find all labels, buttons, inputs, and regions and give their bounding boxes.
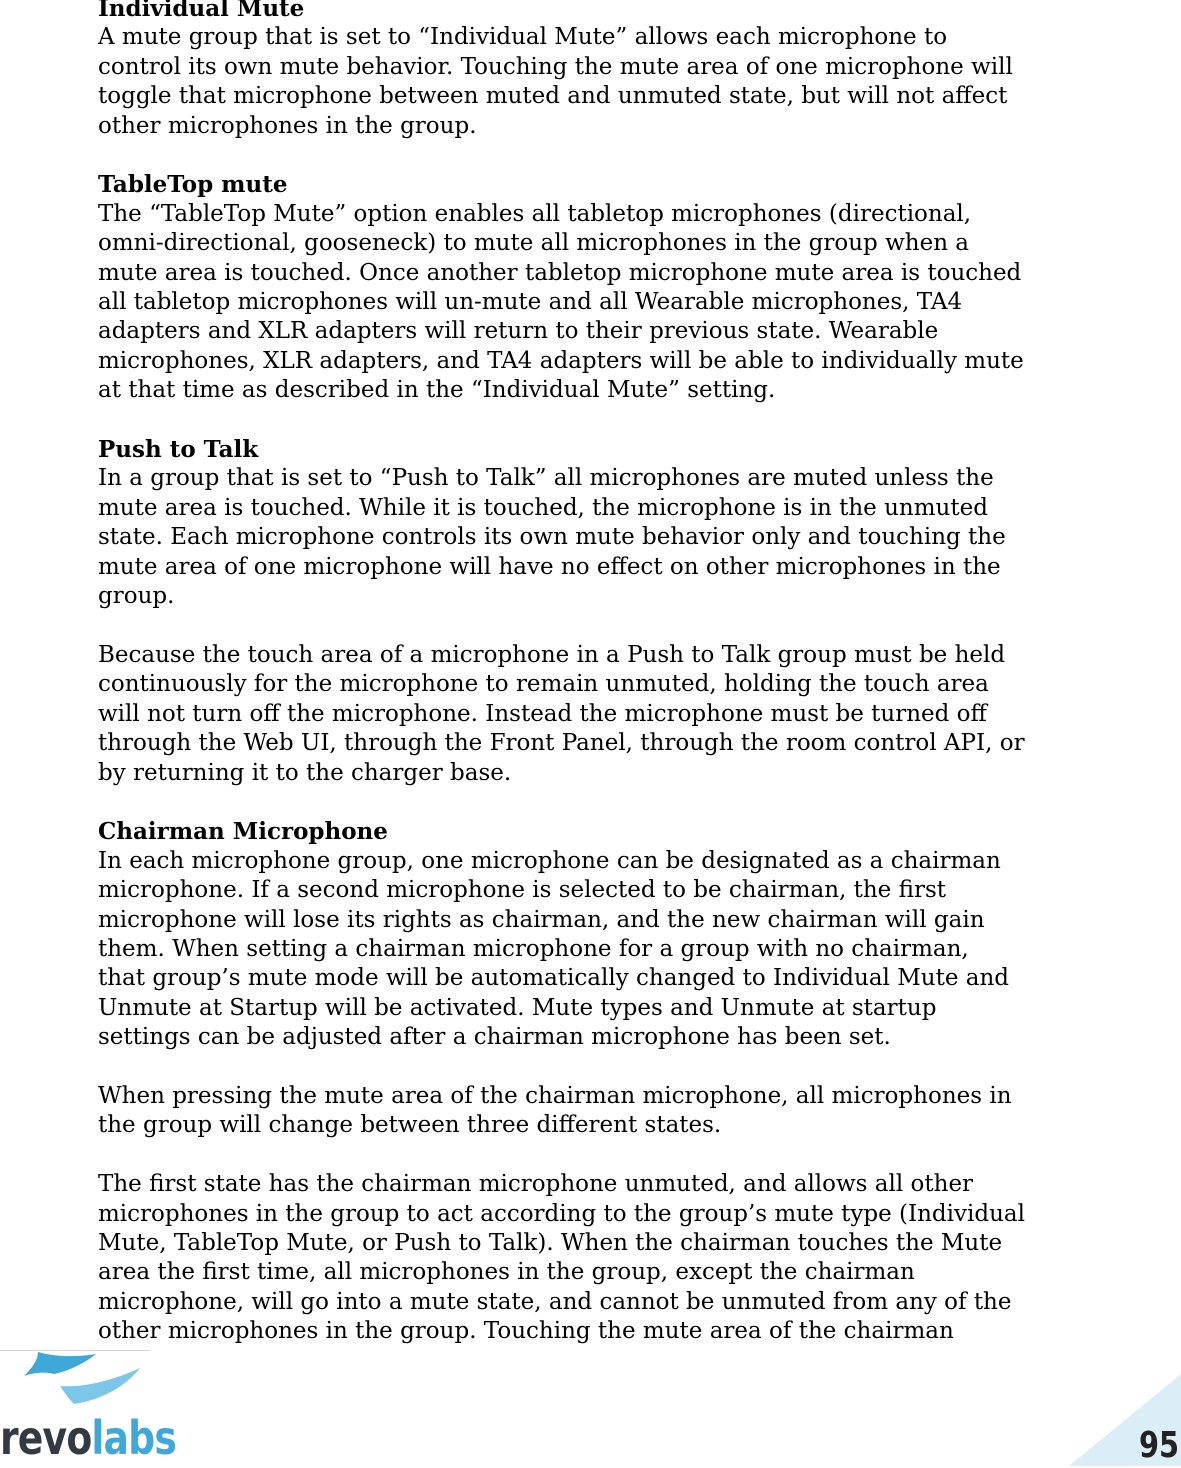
paragraph-line: Mute, TableTop Mute, or Push to Talk). When the chairman touches the Mute bbox=[98, 1229, 1003, 1256]
paragraph-line: group. bbox=[98, 583, 175, 610]
paragraph-line: continuously for the microphone to remain unmuted, holding the touch area bbox=[98, 671, 989, 698]
paragraph-line: Because the touch area of a microphone in a Push to Talk group must be held bbox=[98, 641, 1006, 668]
paragraph-line: In each microphone group, one microphone can be designated as a chairman bbox=[98, 847, 1001, 874]
section-heading: TableTop mute bbox=[98, 171, 288, 199]
paragraph-line: The “TableTop Mute” option enables all tabletop microphones (directional, bbox=[98, 200, 972, 227]
paragraph-line: settings can be adjusted after a chairman microphone has been set. bbox=[98, 1024, 891, 1051]
paragraph bbox=[98, 1170, 1088, 1346]
paragraph-line: area the first time, all microphones in the group, except the chairman bbox=[98, 1259, 915, 1286]
paragraph-line: adapters and XLR adapters will return to their previous state. Wearable bbox=[98, 318, 939, 345]
section-heading: Push to Talk bbox=[98, 436, 259, 464]
paragraph-line: other microphones in the group. bbox=[98, 112, 477, 139]
paragraph-line: toggle that microphone between muted and unmuted state, but will not affect bbox=[98, 83, 1008, 110]
paragraph-line: When pressing the mute area of the chairman microphone, all microphones in bbox=[98, 1082, 1012, 1109]
paragraph-line: through the Web UI, through the Front Panel, through the room control API, or bbox=[98, 730, 1025, 757]
logo-text-revo: revo bbox=[0, 1411, 92, 1465]
section-heading: Chairman Microphone bbox=[98, 818, 388, 846]
paragraph-line: microphones, XLR adapters, and TA4 adapters will be able to individually mute bbox=[98, 347, 1024, 374]
paragraph bbox=[98, 464, 1088, 611]
paragraph-line: by returning it to the charger base. bbox=[98, 759, 512, 786]
paragraph-line: other microphones in the group. Touching the mute area of the chairman bbox=[98, 1318, 954, 1345]
paragraph-line: mute area is touched. Once another tabletop microphone mute area is touched bbox=[98, 259, 1022, 286]
document-body bbox=[98, 0, 1088, 1376]
logo-wordmark bbox=[0, 1410, 176, 1466]
paragraph bbox=[98, 1082, 1088, 1141]
paragraph bbox=[98, 641, 1088, 788]
paragraph-line: all tabletop microphones will un-mute and all Wearable microphones, TA4 bbox=[98, 289, 963, 316]
logo-wave-lower-icon bbox=[60, 1368, 140, 1404]
paragraph-line: at that time as described in the “Individual Mute” setting. bbox=[98, 377, 776, 404]
paragraph bbox=[98, 847, 1088, 1053]
logo-wave-upper-icon bbox=[24, 1352, 96, 1376]
paragraph-line: In a group that is set to “Push to Talk” all microphones are muted unless the bbox=[98, 465, 994, 492]
paragraph-line: microphone will lose its rights as chairman, and the new chairman will gain bbox=[98, 906, 985, 933]
paragraph-line: microphone, will go into a mute state, and cannot be unmuted from any of the bbox=[98, 1288, 1012, 1315]
logo-text-labs: labs bbox=[91, 1411, 176, 1465]
paragraph-line: control its own mute behavior. Touching the mute area of one microphone will bbox=[98, 53, 1013, 80]
paragraph bbox=[98, 200, 1088, 406]
paragraph-line: that group’s mute mode will be automatically changed to Individual Mute and bbox=[98, 965, 1010, 992]
paragraph-line: omni-directional, gooseneck) to mute all microphones in the group when a bbox=[98, 230, 970, 257]
paragraph-line: microphones in the group to act according to the group’s mute type (Individual bbox=[98, 1200, 1025, 1227]
paragraph-line: state. Each microphone controls its own mute behavior only and touching the bbox=[98, 524, 1006, 551]
paragraph-line: microphone. If a second microphone is selected to be chairman, the first bbox=[98, 877, 946, 904]
paragraph-line: mute area is touched. While it is touched, the microphone is in the unmuted bbox=[98, 494, 988, 521]
paragraph-line: A mute group that is set to “Individual Mute” allows each microphone to bbox=[98, 24, 948, 51]
paragraph-line: Unmute at Startup will be activated. Mute types and Unmute at startup bbox=[98, 994, 937, 1021]
paragraph bbox=[98, 23, 1088, 141]
paragraph-line: them. When setting a chairman microphone for a group with no chairman, bbox=[98, 935, 969, 962]
page-number: 95 bbox=[1138, 1425, 1179, 1466]
section-heading: Individual Mute bbox=[98, 0, 305, 22]
paragraph-line: mute area of one microphone will have no effect on other microphones in the bbox=[98, 553, 1001, 580]
paragraph-line: the group will change between three different states. bbox=[98, 1112, 722, 1139]
paragraph-line: The first state has the chairman microphone unmuted, and allows all other bbox=[98, 1171, 974, 1198]
paragraph-line: will not turn off the microphone. Instead the microphone must be turned off bbox=[98, 700, 987, 727]
